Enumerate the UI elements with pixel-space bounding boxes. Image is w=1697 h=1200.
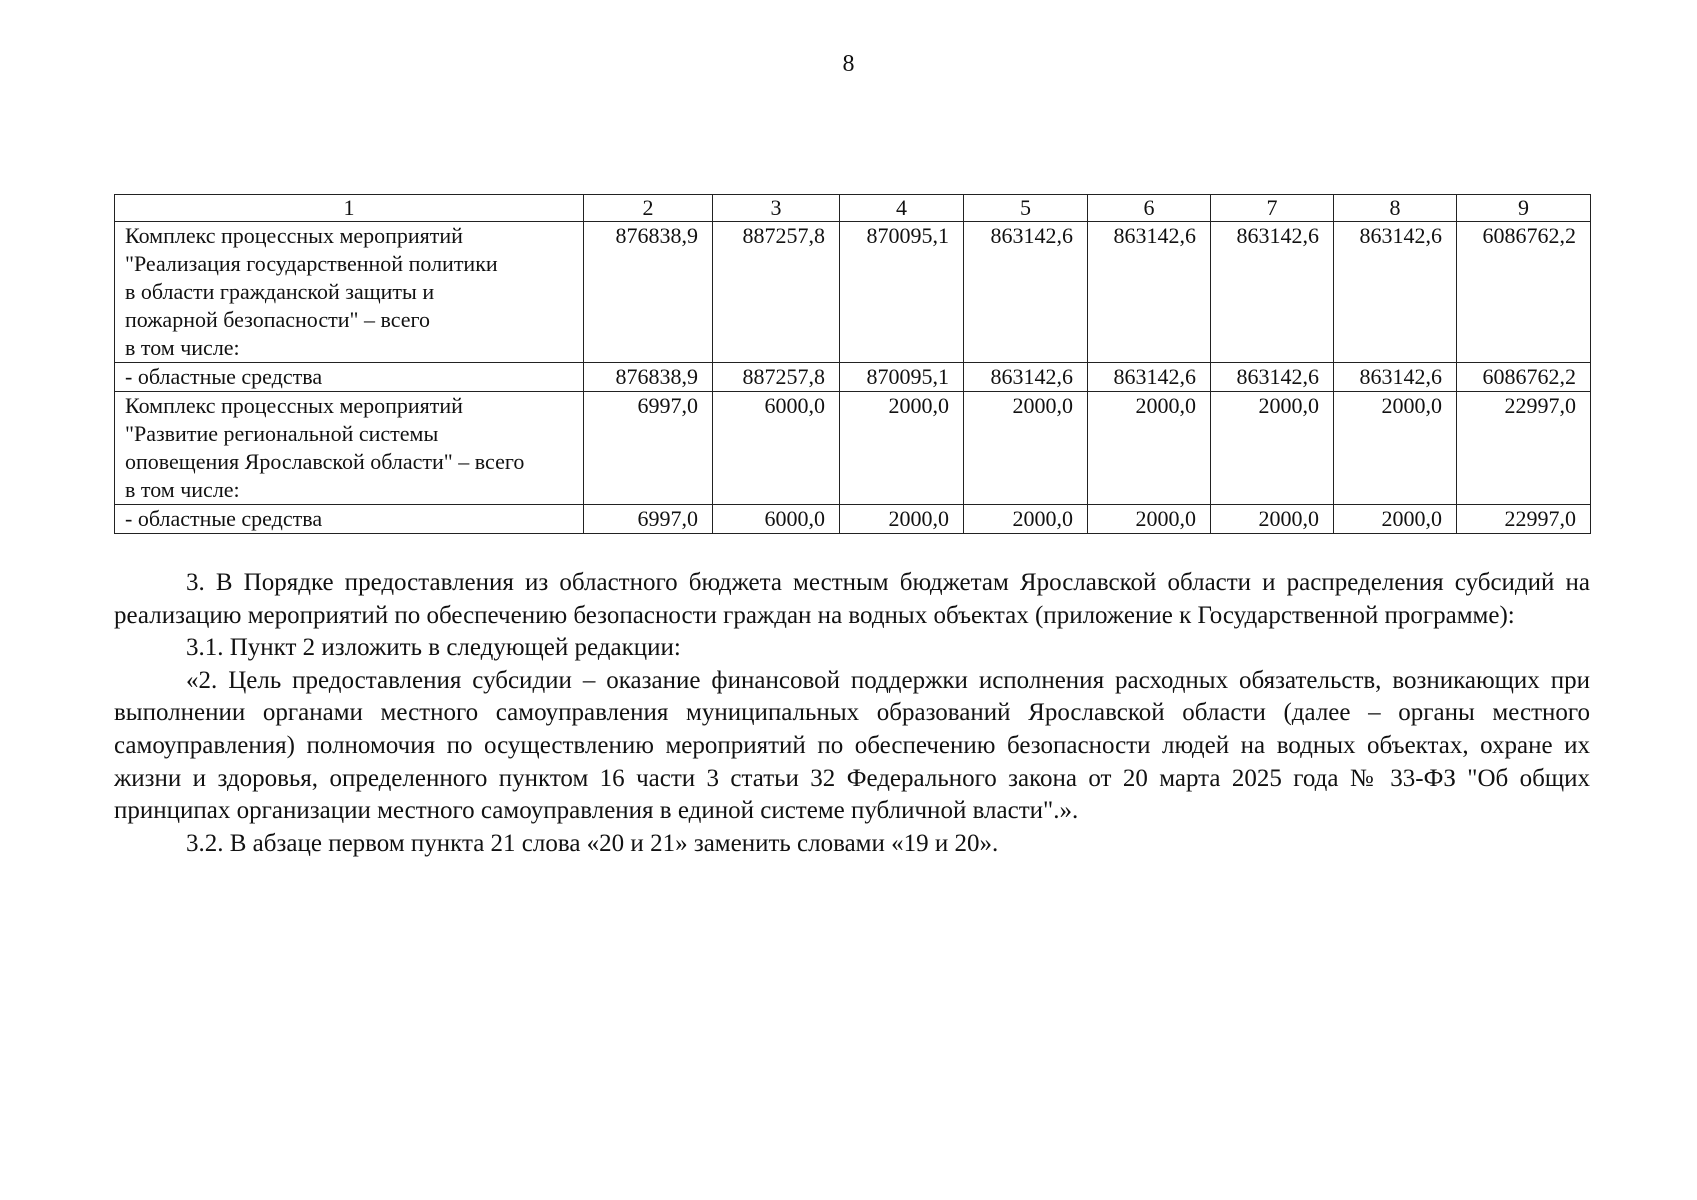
column-header: 8 <box>1334 195 1457 222</box>
column-header: 6 <box>1088 195 1211 222</box>
page-number: 8 <box>842 51 855 77</box>
paragraph: 3.1. Пункт 2 изложить в следующей редакции: <box>186 634 681 662</box>
table-row <box>115 363 1591 392</box>
value-cell: 887257,8 <box>713 363 840 392</box>
column-header: 7 <box>1211 195 1334 222</box>
value-cell: 6000,0 <box>713 392 840 505</box>
column-header: 2 <box>584 195 713 222</box>
value-cell: 2000,0 <box>1211 392 1334 505</box>
paragraph: 3. В Порядке предоставления из областного бюджета местным бюджетам Ярославской области и распределения субсидий на реализацию мероприятий по обеспечению безопасности граждан на водных объектах (приложение к Государственной программе): <box>114 569 1590 629</box>
value-cell: 2000,0 <box>840 392 964 505</box>
value-cell: 2000,0 <box>840 505 964 534</box>
column-header: 9 <box>1457 195 1591 222</box>
value-cell: 2000,0 <box>964 505 1088 534</box>
value-cell: 870095,1 <box>840 363 964 392</box>
value-cell: 2000,0 <box>1088 392 1211 505</box>
row-title-line: в том числе: <box>125 335 240 360</box>
value-cell: 870095,1 <box>840 222 964 363</box>
value-cell: 2000,0 <box>1334 505 1457 534</box>
value-cell: 2000,0 <box>964 392 1088 505</box>
table-row <box>115 505 1591 534</box>
row-title-line: Комплекс процессных мероприятий <box>125 223 463 248</box>
row-title-line: Комплекс процессных мероприятий <box>125 393 463 418</box>
value-cell: 2000,0 <box>1088 505 1211 534</box>
value-cell: 22997,0 <box>1457 505 1591 534</box>
value-cell: 876838,9 <box>584 363 713 392</box>
table-row <box>115 392 1591 505</box>
value-cell: 863142,6 <box>1211 222 1334 363</box>
row-title-line: - областные средства <box>125 364 323 389</box>
value-cell: 22997,0 <box>1457 392 1591 505</box>
value-cell: 2000,0 <box>1334 392 1457 505</box>
value-cell: 863142,6 <box>1088 363 1211 392</box>
row-title-line: пожарной безопасности" – всего <box>125 307 431 332</box>
row-title-line: "Развитие региональной системы <box>125 421 439 446</box>
value-cell: 6997,0 <box>584 392 713 505</box>
value-cell: 876838,9 <box>584 222 713 363</box>
row-title-line: - областные средства <box>125 506 323 531</box>
table-header-row <box>115 195 1591 222</box>
value-cell: 6086762,2 <box>1457 363 1591 392</box>
column-header: 5 <box>964 195 1088 222</box>
value-cell: 2000,0 <box>1211 505 1334 534</box>
row-title-cell <box>115 363 584 392</box>
value-cell: 6086762,2 <box>1457 222 1591 363</box>
row-title-cell <box>115 222 584 363</box>
value-cell: 863142,6 <box>964 222 1088 363</box>
value-cell: 863142,6 <box>1211 363 1334 392</box>
row-title-line: в том числе: <box>125 477 240 502</box>
value-cell: 863142,6 <box>1334 222 1457 363</box>
row-title-cell <box>115 505 584 534</box>
row-title-line: в области гражданской защиты и <box>125 279 435 304</box>
row-title-line: оповещения Ярославской области" – всего <box>125 449 525 474</box>
column-header: 1 <box>115 195 584 222</box>
value-cell: 863142,6 <box>964 363 1088 392</box>
budget-table <box>114 194 1591 534</box>
value-cell: 863142,6 <box>1088 222 1211 363</box>
document-body <box>114 567 1590 860</box>
value-cell: 6000,0 <box>713 505 840 534</box>
column-header: 4 <box>840 195 964 222</box>
value-cell: 887257,8 <box>713 222 840 363</box>
row-title-line: "Реализация государственной политики <box>125 251 498 276</box>
value-cell: 863142,6 <box>1334 363 1457 392</box>
table-row <box>115 222 1591 363</box>
column-header: 3 <box>713 195 840 222</box>
value-cell: 6997,0 <box>584 505 713 534</box>
row-title-cell <box>115 392 584 505</box>
paragraph: «2. Цель предоставления субсидии – оказание финансовой поддержки исполнения расходных обязательств, возникающих при выполнении органами местного самоуправления муниципальных образований Ярославской области (далее – органы местного самоуправления) полномочия по осуществлению мероприятий по обеспечению безопасности людей на водных объектах, охране их жизни и здоровья, определенного пунктом 16 части 3 статьи 32 Федерального закона от 20 марта 2025 года № 33-ФЗ "Об общих принципах организации местного самоуправления в единой системе публичной власти".». <box>114 666 1590 825</box>
paragraph: 3.2. В абзаце первом пункта 21 слова «20 и 21» заменить словами «19 и 20». <box>186 829 999 857</box>
